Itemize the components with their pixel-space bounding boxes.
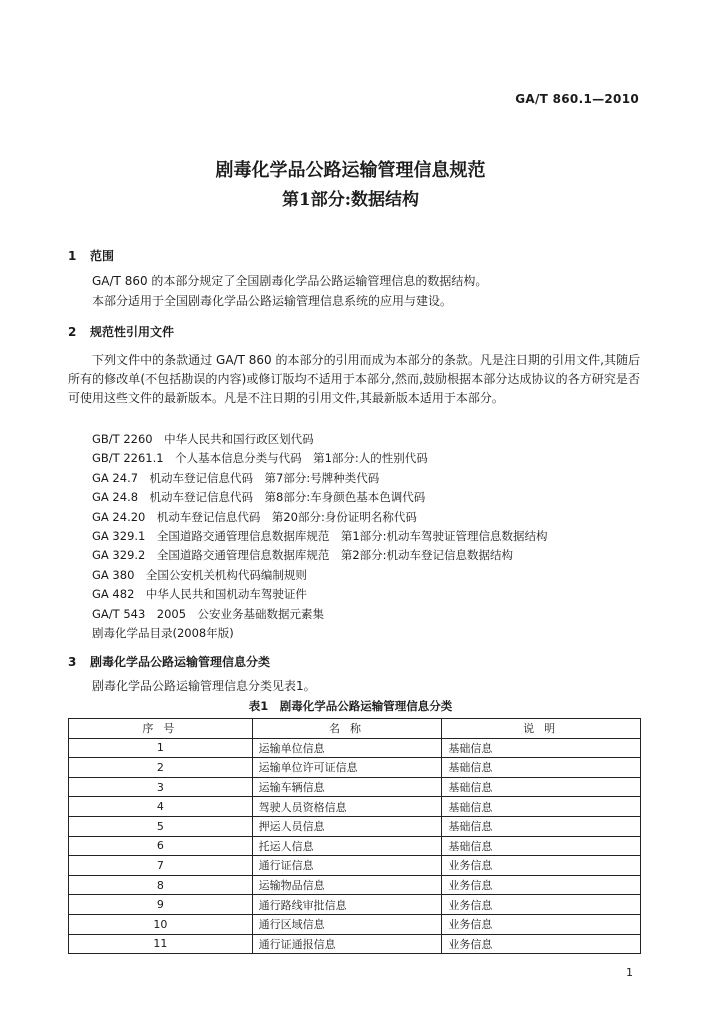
row-name: 通行证通报信息 [252, 934, 442, 954]
column-header: 名称 [252, 719, 442, 739]
table-row [69, 856, 641, 876]
row-description: 基础信息 [442, 797, 641, 817]
section-3-heading [68, 653, 270, 670]
table-row [69, 914, 641, 934]
classification-table [68, 718, 641, 954]
row-name: 运输单位信息 [252, 738, 442, 758]
row-number: 6 [69, 836, 253, 856]
table-row [69, 777, 641, 797]
row-description: 业务信息 [442, 934, 641, 954]
reference-item: GA 380 全国公安机关机构代码编制规则 [92, 567, 307, 582]
reference-item: GB/T 2261.1 个人基本信息分类与代码 第1部分:人的性别代码 [92, 451, 428, 466]
row-description: 业务信息 [442, 895, 641, 915]
column-header: 说明 [442, 719, 641, 739]
row-name: 运输物品信息 [252, 875, 442, 895]
table-row [69, 934, 641, 954]
section-number: 3 [68, 655, 77, 669]
table-row [69, 797, 641, 817]
reference-item: GA 329.2 全国道路交通管理信息数据库规范 第2部分:机动车登记信息数据结构 [92, 548, 514, 563]
row-number: 7 [69, 856, 253, 876]
section-1-line-2: 本部分适用于全国剧毒化学品公路运输管理信息系统的应用与建设。 [92, 294, 453, 308]
row-name: 驾驶人员资格信息 [252, 797, 442, 817]
table-row [69, 895, 641, 915]
reference-list [92, 430, 548, 643]
row-number: 5 [69, 816, 253, 836]
page-number: 1 [626, 966, 633, 979]
reference-item: 剧毒化学品目录(2008年版) [92, 625, 234, 640]
section-title: 剧毒化学品公路运输管理信息分类 [90, 655, 271, 669]
reference-item: GA 24.8 机动车登记信息代码 第8部分:车身颜色基本色调代码 [92, 490, 426, 505]
row-name: 运输单位许可证信息 [252, 758, 442, 778]
row-number: 4 [69, 797, 253, 817]
row-number: 11 [69, 934, 253, 954]
table-caption: 表1 剧毒化学品公路运输管理信息分类 [248, 699, 453, 713]
section-1-heading [68, 247, 114, 264]
standard-code: GA/T 860.1—2010 [515, 92, 639, 106]
row-name: 通行路线审批信息 [252, 895, 442, 915]
row-name: 押运人员信息 [252, 816, 442, 836]
section-2-paragraph: 下列文件中的条款通过 GA/T 860 的本部分的引用而成为本部分的条款。凡是注日期的引用文件,其随后所有的修改单(不包括勘误的内容)或修订版均不适用于本部分,然而,鼓励根据本部分达成协议的各方研究是否可使用这些文件的最新版本。凡是不注日期的引用文件,其最新版本适用于本部分。 [68, 353, 640, 405]
row-description: 基础信息 [442, 758, 641, 778]
row-number: 1 [69, 738, 253, 758]
row-description: 基础信息 [442, 777, 641, 797]
section-title: 规范性引用文件 [90, 325, 175, 339]
column-header: 序号 [69, 719, 253, 739]
row-number: 2 [69, 758, 253, 778]
row-description: 业务信息 [442, 875, 641, 895]
row-description: 业务信息 [442, 856, 641, 876]
row-number: 9 [69, 895, 253, 915]
table-row [69, 758, 641, 778]
section-1-line-1: GA/T 860 的本部分规定了全国剧毒化学品公路运输管理信息的数据结构。 [92, 274, 488, 288]
section-2-heading [68, 323, 174, 340]
row-name: 托运人信息 [252, 836, 442, 856]
section-3-line-1: 剧毒化学品公路运输管理信息分类见表1。 [92, 679, 316, 693]
table-row [69, 875, 641, 895]
document-subtitle: 第1部分:数据结构 [281, 190, 420, 210]
row-description: 基础信息 [442, 816, 641, 836]
row-number: 10 [69, 914, 253, 934]
row-description: 基础信息 [442, 738, 641, 758]
reference-item: GA/T 543 2005 公安业务基础数据元素集 [92, 606, 325, 621]
section-number: 2 [68, 325, 77, 339]
row-number: 3 [69, 777, 253, 797]
document-title: 剧毒化学品公路运输管理信息规范 [215, 160, 486, 181]
row-name: 通行区域信息 [252, 914, 442, 934]
row-name: 运输车辆信息 [252, 777, 442, 797]
reference-item: GA 482 中华人民共和国机动车驾驶证件 [92, 587, 307, 602]
section-title: 范围 [90, 249, 115, 263]
table-header-row [69, 719, 641, 739]
table-row [69, 816, 641, 836]
row-description: 基础信息 [442, 836, 641, 856]
row-number: 8 [69, 875, 253, 895]
reference-item: GA 24.20 机动车登记信息代码 第20部分:身份证明名称代码 [92, 509, 417, 524]
reference-item: GA 329.1 全国道路交通管理信息数据库规范 第1部分:机动车驾驶证管理信息数据结构 [92, 528, 548, 543]
row-name: 通行证信息 [252, 856, 442, 876]
table-row [69, 836, 641, 856]
section-number: 1 [68, 249, 77, 263]
reference-item: GB/T 2260 中华人民共和国行政区划代码 [92, 432, 314, 446]
table-row [69, 738, 641, 758]
reference-item: GA 24.7 机动车登记信息代码 第7部分:号牌种类代码 [92, 470, 380, 485]
row-description: 业务信息 [442, 914, 641, 934]
